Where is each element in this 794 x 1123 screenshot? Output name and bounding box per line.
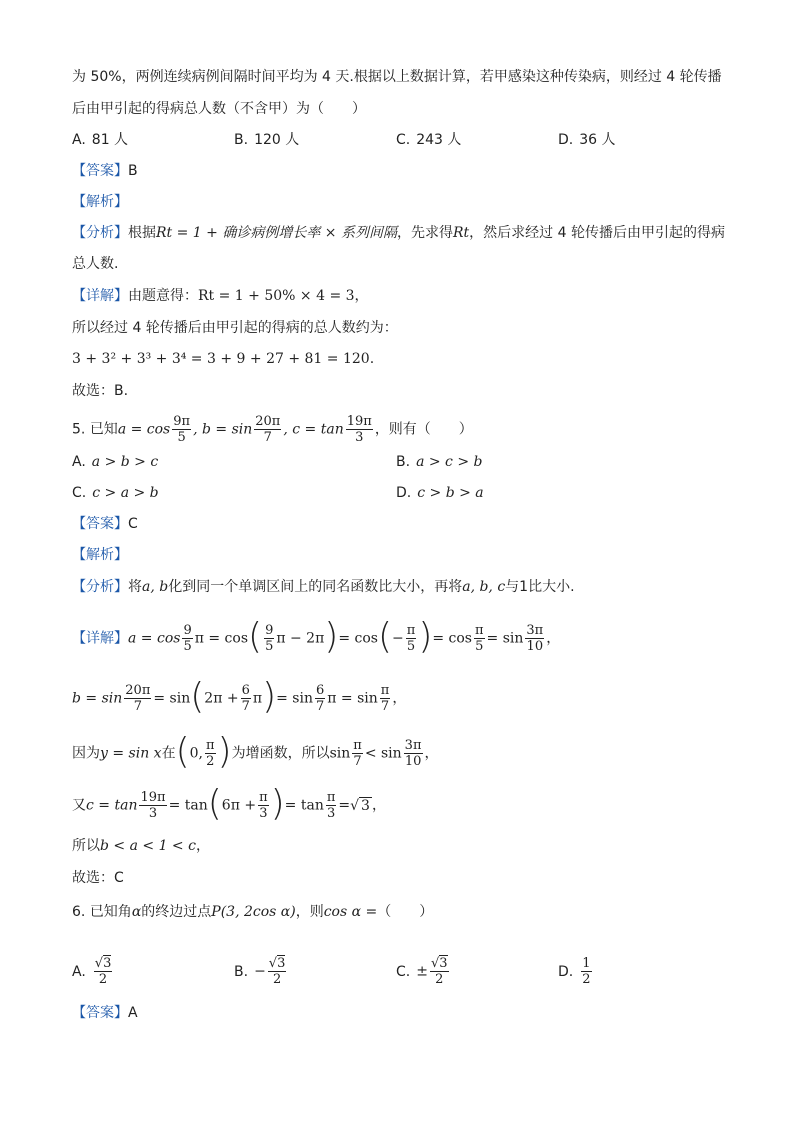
q4-option-d: D. 36 人 <box>558 132 616 148</box>
q6-option-a: A. $\frac{√3}{2}$ <box>72 956 112 987</box>
q5-option-d: D. c > b > a <box>396 485 484 501</box>
q5-analysis-tag: 【解析】 <box>72 547 128 563</box>
q5-choose: 故选：C <box>72 870 124 886</box>
q5-option-a: A. a > b > c <box>72 454 159 470</box>
q5-detail-line2: b = sin $\frac{20\pi}{7}$ = sin(2π + $\frac{6}{7}$ π)= sin $\frac{6}{7}$ π = sin $\frac{\pi}{7}$ ， <box>72 675 407 717</box>
q4-detail: 【详解】由题意得：Rt = 1 + 50% × 4 = 3， <box>72 288 369 304</box>
q4-stem-line1: 为 50%，两例连续病例间隔时间平均为 4 天.根据以上数据计算，若甲感染这种传染病，则经过 4 轮传播 <box>72 69 722 85</box>
q5-detail-line4: 又c = tan $\frac{19\pi}{3}$ = tan(6π + $\frac{\pi}{3}$ )= tan $\frac{\pi}{3}$ =√ 3 ， <box>72 782 386 824</box>
q5-detail-line5: 所以b < a < 1 < c， <box>72 838 210 854</box>
q6-option-d: D. $\frac{1}{2}$ <box>558 956 591 987</box>
q4-answer: 【答案】B <box>72 163 138 179</box>
q6-option-c: C. ± $\frac{√3}{2}$ <box>396 956 448 987</box>
q4-so-line: 所以经过 4 轮传播后由甲引起的得病的总人数约为： <box>72 320 398 336</box>
q4-stem-line2: 后由甲引起的得病总人数（不含甲）为（ ） <box>72 101 366 117</box>
q6-stem: 6. 已知角α的终边过点P(3, 2cos α)，则cos α =（ ） <box>72 904 434 920</box>
q5-option-b: B. a > c > b <box>396 454 483 470</box>
q4-sum-formula: 3 + 3² + 3³ + 3⁴ = 3 + 9 + 27 + 81 = 120. <box>72 351 375 367</box>
q6-answer: 【答案】A <box>72 1005 138 1021</box>
q5-detail-line3: 因为y = sin x在(0, $\frac{\pi}{2}$ )为增函数，所以sin $\frac{\pi}{7}$ < sin $\frac{3\pi}{10}$ ， <box>72 730 439 772</box>
q4-analysis-tag: 【解析】 <box>72 194 128 210</box>
q4-choose: 故选：B. <box>72 383 129 399</box>
q5-stem: 5. 已知a = cos $\frac{9\pi}{5}$ , b = sin $\frac{20\pi}{7}$ , c = tan $\frac{19\pi}{3}$ ，则有（ ） <box>72 414 473 445</box>
q4-fenxi-line1: 【分析】根据Rt = 1 + 确诊病例增长率 × 系列间隔，先求得Rt，然后求经过 4 轮传播后由甲引起的得病 <box>72 225 725 241</box>
q5-answer: 【答案】C <box>72 516 138 532</box>
q5-option-c: C. c > a > b <box>72 485 159 501</box>
q4-option-a: A. 81 人 <box>72 132 129 148</box>
q6-option-b: B. − $\frac{√3}{2}$ <box>234 956 286 987</box>
sqrt-sign: √ 3 <box>350 797 370 814</box>
q4-fenxi-line2: 总人数. <box>72 256 119 272</box>
q5-detail-line1: 【详解】a = cos $\frac{9}{5}$ π = cos( $\frac{9}{5}$ π − 2π)= cos(− $\frac{\pi}{5}$ )= cos $\frac{\pi}{5}$ = sin $\frac{3\pi}{10}$ ， <box>72 615 561 657</box>
q4-option-c: C. 243 人 <box>396 132 462 148</box>
q4-option-b: B. 120 人 <box>234 132 300 148</box>
q5-fenxi: 【分析】将a, b化到同一个单调区间上的同名函数比大小，再将a, b, c与1比大小. <box>72 579 575 595</box>
